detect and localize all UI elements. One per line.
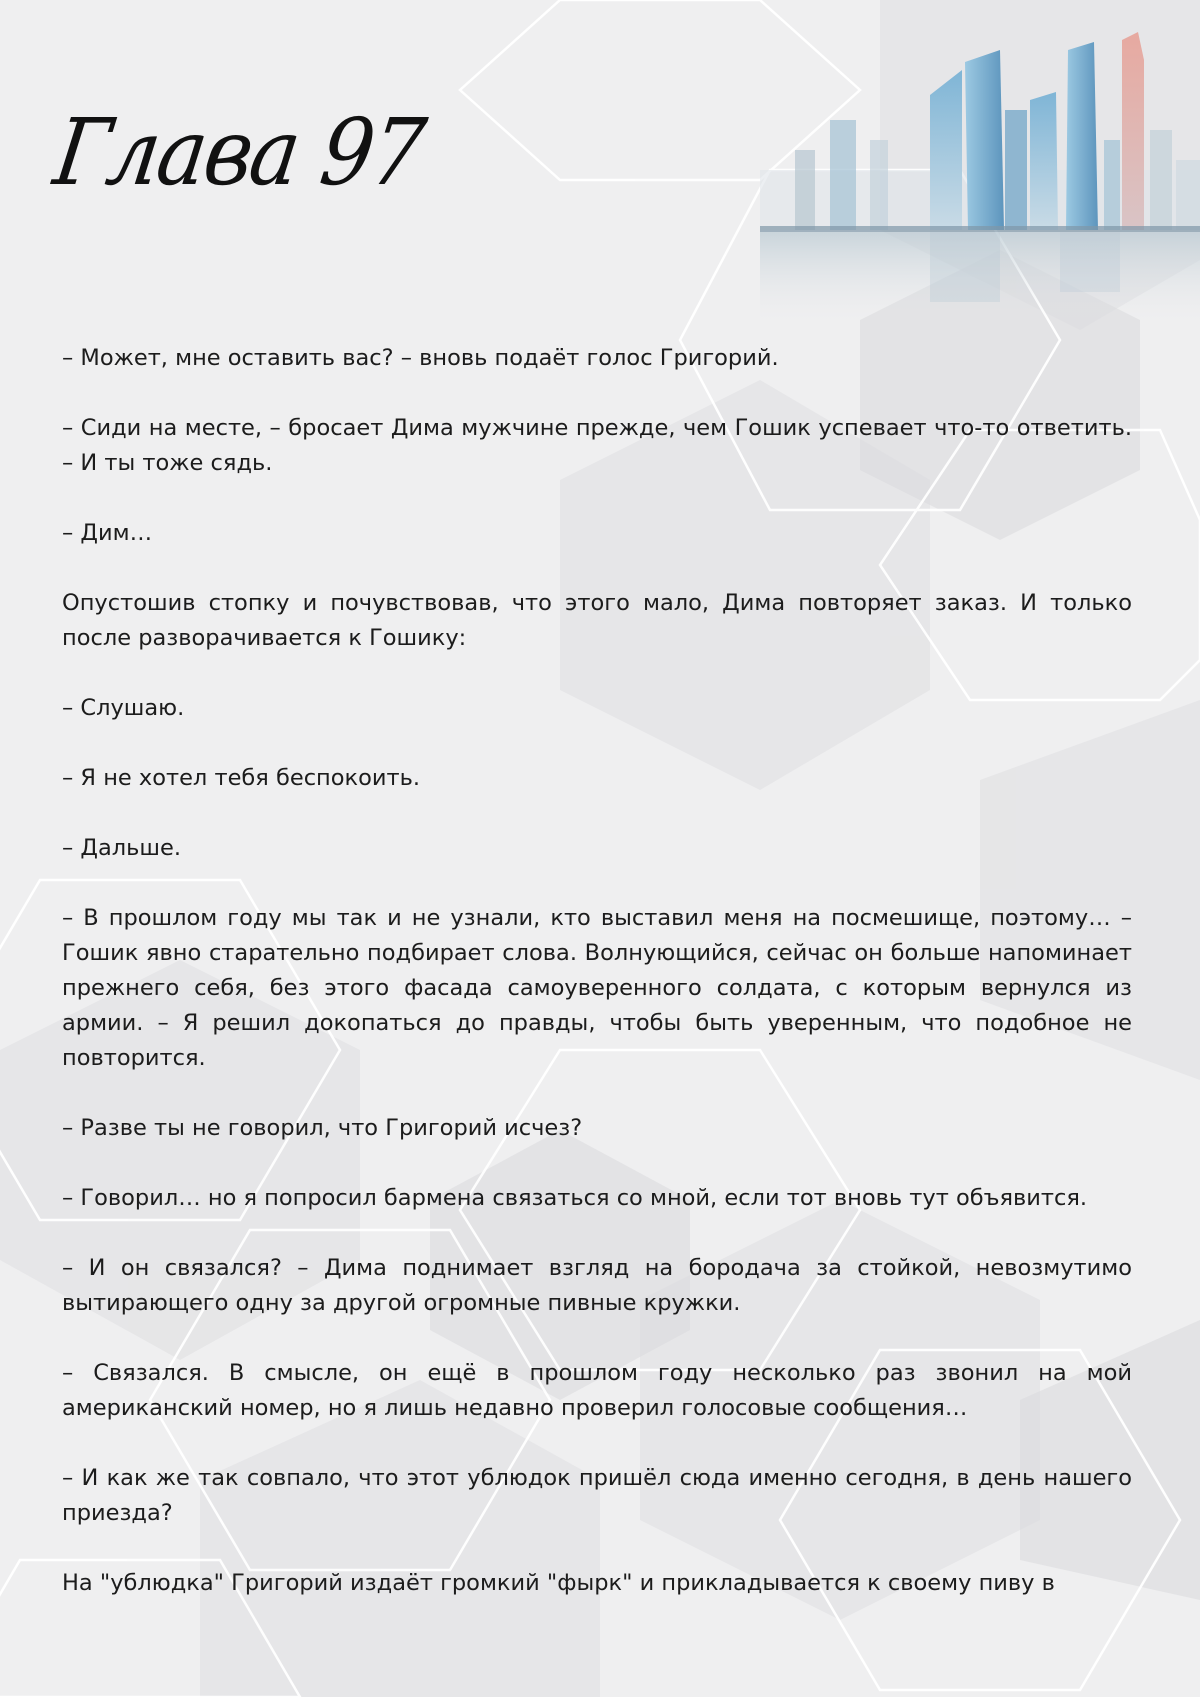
chapter-title: Глава 97 (48, 100, 430, 207)
paragraph: – Может, мне оставить вас? – вновь подаёт голос Григорий. (62, 345, 779, 371)
paragraph: – Разве ты не говорил, что Григорий исчез? (62, 1115, 583, 1141)
paragraph: – И он связался? – Дима поднимает взгляд на бородача за стойкой, невозмутимо вытирающего одну за другой огромные пивные кружки. (62, 1255, 1132, 1316)
chapter-text (62, 341, 1132, 1601)
paragraph: – Говорил… но я попросил бармена связаться со мной, если тот вновь тут объявится. (62, 1185, 1088, 1211)
paragraph: – Слушаю. (62, 695, 185, 721)
paragraph: Опустошив стопку и почувствовав, что этого мало, Дима повторяет заказ. И только после разворачивается к Гошику: (62, 590, 1132, 651)
paragraph: – Дальше. (62, 835, 181, 861)
paragraph: – Связался. В смысле, он ещё в прошлом году несколько раз звонил на мой американский номер, но я лишь недавно проверил голосовые сообщения… (62, 1360, 1132, 1421)
paragraph: – И как же так совпало, что этот ублюдок пришёл сюда именно сегодня, в день нашего приезда? (62, 1465, 1132, 1526)
paragraph: На "ублюдка" Григорий издаёт громкий "фырк" и прикладывается к своему пиву в (62, 1570, 1055, 1596)
paragraph: – Дим… (62, 520, 153, 546)
city-skyline-illustration (760, 32, 1200, 322)
paragraph: – Я не хотел тебя беспокоить. (62, 765, 421, 791)
paragraph: – Сиди на месте, – бросает Дима мужчине прежде, чем Гошик успевает что-то ответить. – И ты тоже сядь. (62, 415, 1132, 476)
paragraph: – В прошлом году мы так и не узнали, кто выставил меня на посмешище, поэтому… – Гошик явно старательно подбирает слова. Волнующийся, сейчас он больше напоминает прежнего себя, без этого фасада самоуверенного солдата, с которым вернулся из армии. – Я решил докопаться до правды, чтобы быть уверенным, что подобное не повторится. (62, 905, 1132, 1071)
